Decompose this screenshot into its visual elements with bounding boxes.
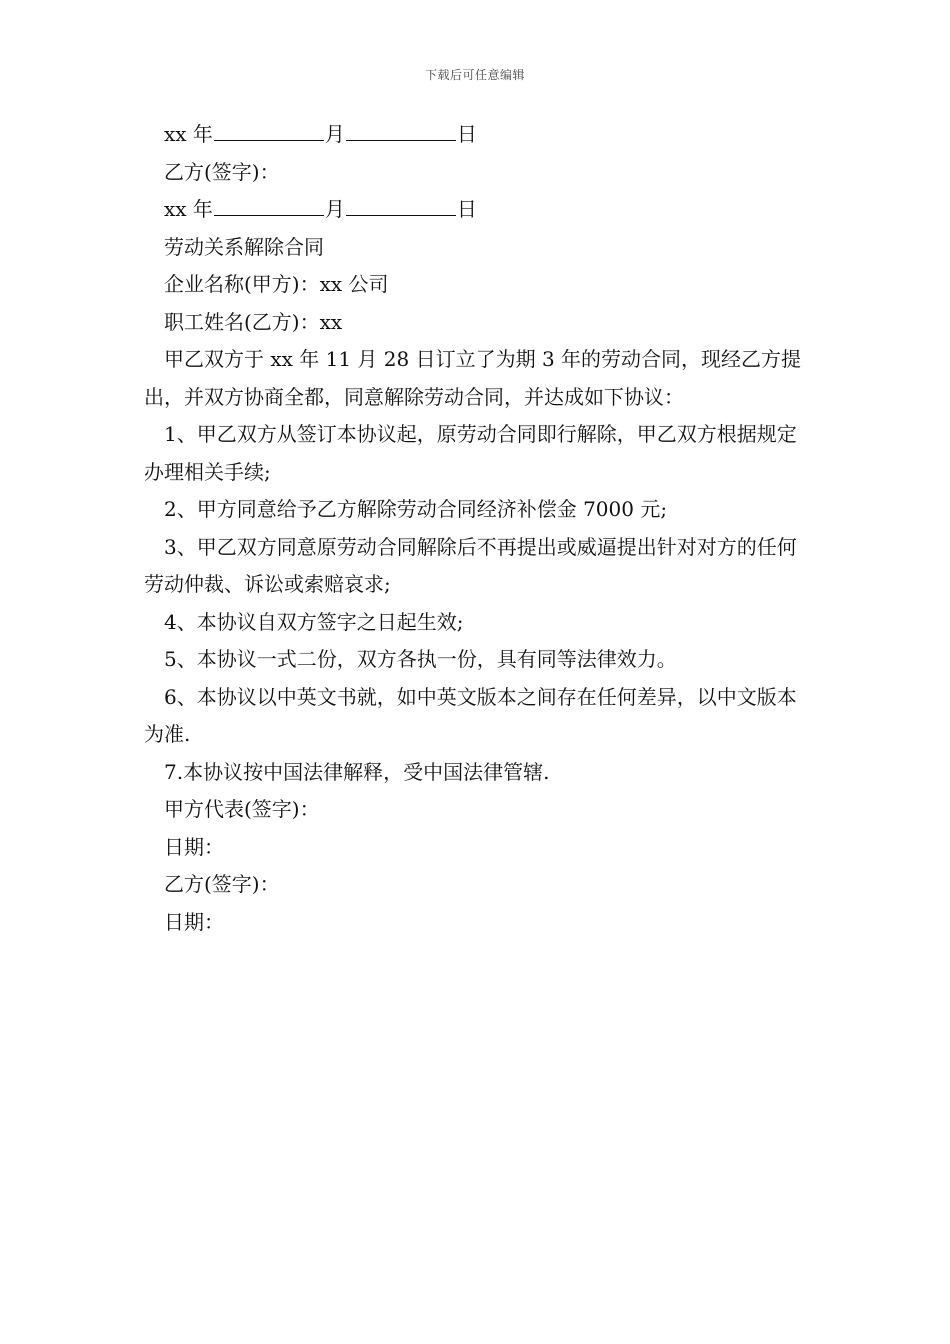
date-label-1: 日期： bbox=[164, 834, 224, 859]
clause-4: 4、本协议自双方签字之日起生效; bbox=[164, 609, 464, 634]
date-month-label: 月 bbox=[324, 122, 345, 146]
date-month-label: 月 bbox=[324, 197, 345, 221]
date-year-label: xx 年 bbox=[164, 197, 213, 221]
employee-name: 职工姓名(乙方)：xx bbox=[164, 309, 343, 334]
date-day-label: 日 bbox=[456, 197, 477, 221]
clause-2: 2、甲方同意给予乙方解除劳动合同经济补偿金 7000 元; bbox=[164, 497, 668, 521]
company-name: 企业名称(甲方)：xx 公司 bbox=[164, 272, 389, 296]
clause-5: 5、本协议一式二份，双方各执一份，具有同等法律效力。 bbox=[164, 647, 677, 671]
contract-title: 劳动关系解除合同 bbox=[164, 234, 324, 259]
party-b-signature-2: 乙方(签字)： bbox=[164, 872, 280, 896]
clause-3: 3、甲乙双方同意原劳动合同解除后不再提出或威逼提出针对对方的任何劳动仲裁、诉讼或索赔哀求; bbox=[144, 534, 797, 596]
day-blank bbox=[346, 193, 456, 216]
clause-1: 1、甲乙双方从签订本协议起，原劳动合同即行解除，甲乙双方根据规定办理相关手续; bbox=[144, 422, 797, 484]
date-line-2 bbox=[144, 191, 809, 229]
clause-6: 6、本协议以中英文书就，如中英文版本之间存在任何差异，以中文版本为准. bbox=[144, 684, 797, 746]
date-day-label: 日 bbox=[456, 122, 477, 146]
document-body bbox=[144, 116, 809, 941]
party-a-representative-signature: 甲方代表(签字)： bbox=[164, 797, 320, 821]
page-header: 下载后可任意编辑 bbox=[424, 68, 525, 82]
clause-7: 7.本协议按中国法律解释，受中国法律管辖. bbox=[164, 759, 550, 784]
date-line-1 bbox=[144, 116, 809, 154]
party-b-signature-1: 乙方(签字)： bbox=[164, 159, 280, 184]
month-blank bbox=[214, 193, 324, 216]
date-label-2: 日期： bbox=[164, 909, 224, 934]
date-year-label: xx 年 bbox=[164, 122, 213, 146]
month-blank bbox=[214, 118, 324, 141]
intro-paragraph: 甲乙双方于 xx 年 11 月 28 日订立了为期 3 年的劳动合同，现经乙方提出，并双方协商全都，同意解除劳动合同，并达成如下协议： bbox=[144, 347, 802, 409]
day-blank bbox=[346, 118, 456, 141]
